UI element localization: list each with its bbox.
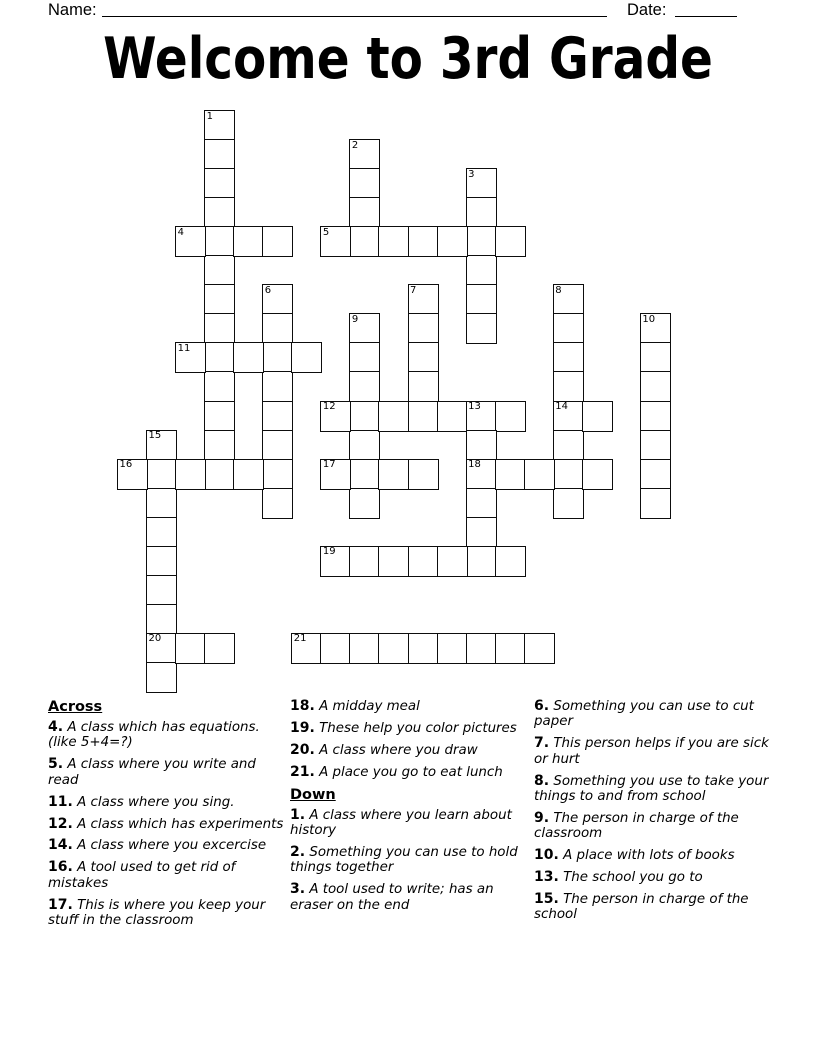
clue-number: 13. [534, 869, 559, 886]
clue-text: A place you go to eat lunch [314, 764, 503, 780]
clue-number: 19. [290, 719, 315, 736]
grid-cell[interactable] [349, 546, 380, 577]
grid-cell-15[interactable] [146, 430, 177, 461]
clue-text: A class where you excercise [72, 838, 267, 854]
grid-cell[interactable] [437, 226, 468, 257]
grid-cell[interactable] [466, 517, 497, 548]
clue-1 [290, 808, 530, 839]
grid-cell[interactable] [582, 401, 613, 432]
cell-number: 18 [468, 459, 481, 471]
clue-18 [290, 699, 530, 714]
name-input-line[interactable] [102, 16, 607, 17]
grid-cell-12[interactable] [320, 401, 351, 432]
grid-cell[interactable] [204, 139, 235, 170]
grid-cell[interactable] [553, 342, 584, 373]
cell-number: 11 [177, 342, 191, 354]
grid-cell[interactable] [262, 459, 293, 490]
grid-cell[interactable] [204, 459, 235, 490]
grid-cell[interactable] [466, 255, 497, 286]
clue-number: 3. [290, 881, 306, 898]
grid-cell[interactable] [262, 226, 293, 257]
clue-number: 16. [48, 859, 73, 876]
grid-cell[interactable] [378, 546, 409, 577]
grid-cell-18[interactable] [466, 459, 497, 490]
grid-cell[interactable] [291, 342, 322, 373]
clue-8 [534, 774, 774, 805]
grid-cell[interactable] [408, 313, 439, 344]
grid-cell[interactable] [378, 633, 409, 664]
grid-cell[interactable] [349, 371, 380, 402]
grid-cell-5[interactable] [320, 226, 351, 257]
grid-cell[interactable] [204, 342, 235, 373]
grid-cell[interactable] [349, 633, 380, 664]
cell-number: 10 [642, 313, 656, 325]
grid-cell[interactable] [262, 342, 293, 373]
grid-cell[interactable] [349, 168, 380, 199]
grid-cell-3[interactable] [466, 168, 497, 199]
grid-cell-20[interactable] [146, 633, 177, 664]
grid-cell[interactable] [466, 546, 497, 577]
clue-number: 5. [48, 756, 64, 773]
cell-number: 2 [351, 139, 359, 151]
name-label: Name: [48, 1, 97, 19]
date-label: Date: [627, 1, 667, 19]
clue-number: 9. [534, 809, 550, 826]
grid-cell-2[interactable] [349, 139, 380, 170]
cell-number: 12 [322, 401, 336, 412]
grid-cell[interactable] [204, 168, 235, 199]
date-input-line[interactable] [675, 16, 737, 17]
grid-cell[interactable] [349, 226, 380, 257]
grid-cell[interactable] [553, 430, 584, 461]
clue-number: 2. [290, 843, 306, 860]
cell-number: 1 [206, 110, 214, 122]
cell-number: 20 [148, 633, 162, 645]
cell-number: 6 [264, 284, 272, 296]
page-title: Welcome to 3rd Grade [103, 26, 713, 92]
clue-number: 7. [534, 735, 550, 752]
clue-21 [290, 765, 530, 780]
grid-cell[interactable] [466, 284, 497, 315]
clue-text: A class where you write and read [48, 757, 256, 788]
grid-cell[interactable] [146, 517, 177, 548]
cell-number: 17 [322, 459, 336, 471]
grid-cell-4[interactable] [175, 226, 206, 257]
grid-cell[interactable] [553, 371, 584, 402]
grid-cell[interactable] [640, 371, 671, 402]
clue-10 [534, 848, 774, 863]
cell-number: 5 [322, 226, 330, 238]
across-heading: Across [48, 699, 103, 715]
grid-cell[interactable] [408, 546, 439, 577]
clue-number: 4. [48, 719, 64, 735]
clue-19 [290, 721, 530, 736]
clue-2 [290, 845, 530, 876]
grid-cell-11[interactable] [175, 342, 206, 373]
grid-cell[interactable] [262, 313, 293, 344]
grid-cell[interactable] [437, 546, 468, 577]
grid-cell[interactable] [437, 633, 468, 664]
grid-cell-14[interactable] [553, 401, 584, 432]
cell-number: 13 [468, 401, 481, 412]
grid-cell-16[interactable] [117, 459, 148, 490]
grid-cell[interactable] [146, 459, 177, 490]
clue-7 [534, 736, 774, 767]
grid-cell[interactable] [204, 255, 235, 286]
grid-cell[interactable] [640, 401, 671, 432]
grid-cell-10[interactable] [640, 313, 671, 344]
grid-cell[interactable] [466, 488, 497, 519]
clue-number: 14. [48, 837, 73, 854]
clue-number: 11. [48, 793, 73, 810]
clue-text: The person in charge of the school [534, 892, 749, 923]
clue-column-3 [534, 699, 774, 929]
clue-13 [534, 870, 774, 885]
grid-cell-21[interactable] [291, 633, 322, 664]
grid-cell[interactable] [146, 575, 177, 606]
grid-cell[interactable] [146, 662, 177, 693]
clue-number: 10. [534, 847, 559, 864]
cell-number: 21 [293, 633, 307, 645]
clue-17 [48, 898, 288, 929]
clue-column-2 [290, 699, 530, 920]
clue-16 [48, 860, 288, 891]
clue-number: 6. [534, 698, 550, 714]
grid-cell-8[interactable] [553, 284, 584, 315]
grid-cell[interactable] [262, 488, 293, 519]
clue-number: 12. [48, 815, 73, 832]
clue-11 [48, 795, 288, 810]
grid-cell-17[interactable] [320, 459, 351, 490]
grid-cell[interactable] [349, 430, 380, 461]
grid-cell[interactable] [262, 371, 293, 402]
grid-cell[interactable] [408, 226, 439, 257]
grid-cell[interactable] [204, 226, 235, 257]
grid-cell[interactable] [495, 459, 526, 490]
grid-cell[interactable] [495, 546, 526, 577]
grid-cell[interactable] [466, 633, 497, 664]
clue-text: The school you go to [558, 870, 703, 886]
grid-cell[interactable] [175, 459, 206, 490]
grid-cell[interactable] [524, 633, 555, 664]
clue-text: A place with lots of books [558, 848, 735, 864]
grid-cell[interactable] [349, 342, 380, 373]
down-heading: Down [290, 786, 336, 803]
clue-text: A class where you sing. [72, 794, 235, 810]
grid-cell[interactable] [640, 342, 671, 373]
grid-cell-19[interactable] [320, 546, 351, 577]
grid-cell[interactable] [466, 226, 497, 257]
grid-cell[interactable] [466, 313, 497, 344]
clue-text: Something you use to take your things to and from school [534, 773, 769, 805]
grid-cell[interactable] [378, 401, 409, 432]
clue-text: A class where you learn about history [290, 807, 512, 839]
grid-cell-1[interactable] [204, 110, 235, 141]
grid-cell[interactable] [553, 488, 584, 519]
clue-number: 18. [290, 698, 315, 714]
grid-cell[interactable] [233, 342, 264, 373]
grid-cell[interactable] [378, 459, 409, 490]
clue-9 [534, 811, 774, 842]
grid-cell[interactable] [233, 459, 264, 490]
grid-cell[interactable] [204, 197, 235, 228]
clue-text: The person in charge of the classroom [534, 810, 739, 842]
clue-text: Something you can use to hold things together [290, 844, 518, 876]
cell-number: 8 [555, 284, 562, 296]
grid-cell[interactable] [320, 633, 351, 664]
grid-cell-6[interactable] [262, 284, 293, 315]
clue-15 [534, 892, 774, 923]
clue-4 [48, 720, 288, 751]
crossword-grid [117, 110, 673, 693]
grid-cell[interactable] [408, 401, 439, 432]
grid-cell[interactable] [553, 313, 584, 344]
grid-cell[interactable] [349, 488, 380, 519]
grid-cell[interactable] [524, 459, 555, 490]
grid-cell[interactable] [175, 633, 206, 664]
grid-cell[interactable] [146, 604, 177, 635]
clue-text: A tool used to write; has an eraser on the end [290, 882, 494, 913]
grid-cell[interactable] [204, 633, 235, 664]
grid-cell[interactable] [408, 342, 439, 373]
grid-cell[interactable] [262, 430, 293, 461]
cell-number: 16 [119, 459, 133, 471]
clue-number: 17. [48, 896, 73, 913]
clue-text: A tool used to get rid of mistakes [48, 860, 236, 891]
grid-cell[interactable] [408, 459, 439, 490]
clue-number: 1. [290, 806, 306, 823]
clue-column-1 [48, 699, 288, 935]
grid-cell[interactable] [349, 459, 380, 490]
grid-cell[interactable] [466, 197, 497, 228]
grid-cell-9[interactable] [349, 313, 380, 344]
grid-cell[interactable] [437, 401, 468, 432]
clue-text: This is where you keep your stuff in the classroom [48, 897, 266, 929]
cell-number: 7 [410, 284, 417, 296]
clue-text: A class which has equations. (like 5+4=?) [48, 720, 260, 751]
clue-number: 21. [290, 763, 315, 780]
clue-number: 20. [290, 741, 315, 758]
grid-cell[interactable] [233, 226, 264, 257]
grid-cell[interactable] [553, 459, 584, 490]
grid-cell[interactable] [408, 371, 439, 402]
clue-6 [534, 699, 774, 730]
grid-cell[interactable] [349, 197, 380, 228]
clue-text: A class which has experiments [72, 816, 284, 832]
grid-cell[interactable] [262, 401, 293, 432]
cell-number: 14 [555, 401, 568, 412]
grid-cell[interactable] [640, 488, 671, 519]
cell-number: 9 [351, 313, 359, 325]
grid-cell[interactable] [640, 430, 671, 461]
grid-cell[interactable] [349, 401, 380, 432]
grid-cell-7[interactable] [408, 284, 439, 315]
clue-20 [290, 743, 530, 758]
grid-cell[interactable] [204, 401, 235, 432]
grid-cell[interactable] [408, 633, 439, 664]
cell-number: 19 [322, 546, 336, 558]
grid-cell-13[interactable] [466, 401, 497, 432]
clue-14 [48, 838, 288, 853]
clue-text: These help you color pictures [314, 720, 517, 736]
cell-number: 3 [468, 168, 475, 180]
grid-cell[interactable] [582, 459, 613, 490]
clue-text: This person helps if you are sick or hurt [534, 736, 769, 767]
grid-cell[interactable] [495, 633, 526, 664]
grid-cell[interactable] [640, 459, 671, 490]
grid-cell[interactable] [495, 401, 526, 432]
clue-5 [48, 757, 288, 788]
clue-12 [48, 817, 288, 832]
grid-cell[interactable] [146, 488, 177, 519]
clue-text: A midday meal [314, 699, 420, 714]
grid-cell[interactable] [466, 430, 497, 461]
grid-cell[interactable] [204, 313, 235, 344]
clue-text: A class where you draw [314, 742, 478, 758]
grid-cell[interactable] [378, 226, 409, 257]
clue-3 [290, 882, 530, 913]
clue-number: 15. [534, 891, 559, 908]
cell-number: 4 [177, 226, 184, 238]
clue-number: 8. [534, 772, 550, 789]
grid-cell[interactable] [204, 284, 235, 315]
grid-cell[interactable] [146, 546, 177, 577]
grid-cell[interactable] [204, 430, 235, 461]
clue-text: Something you can use to cut paper [534, 699, 754, 730]
grid-cell[interactable] [495, 226, 526, 257]
cell-number: 15 [148, 430, 162, 442]
grid-cell[interactable] [204, 371, 235, 402]
